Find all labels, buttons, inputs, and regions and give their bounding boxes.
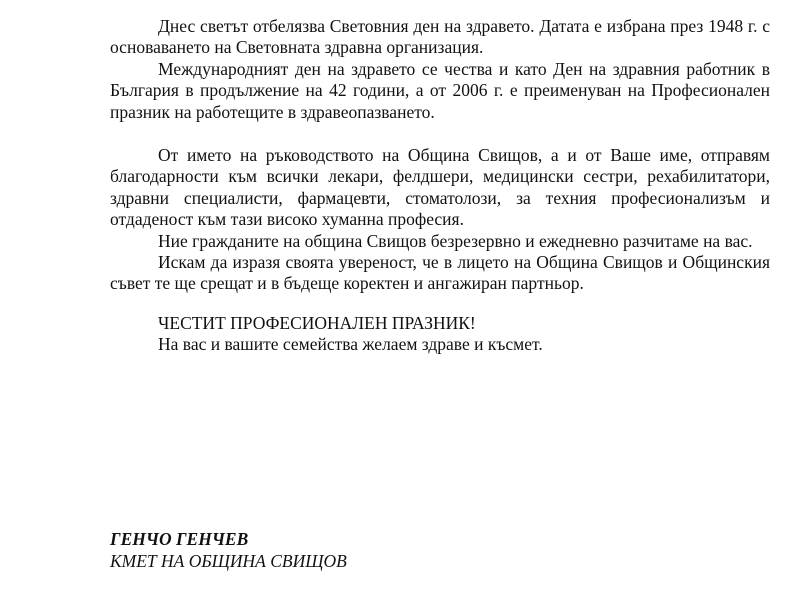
paragraph-health-day: Днес светът отбелязва Световния ден на здравето. Датата е избрана през 1948 г. с основаването на Световната здравна организация.	[110, 16, 770, 58]
spacer	[110, 295, 770, 313]
paragraph-citizens: Ние гражданите на община Свищов безрезервно и ежедневно разчитаме на вас.	[158, 230, 753, 251]
paragraph-health-worker-day: Международният ден на здравето се чества и като Ден на здравния работник в България в продължение на 42 години, а от 2006 г. е преименуван на Професионален празник на работещите в здравеопазването.	[110, 58, 770, 122]
letter-body	[110, 16, 770, 356]
signatory-name: ГЕНЧО ГЕНЧЕВ	[110, 529, 249, 549]
paragraph-confidence: Искам да изразя своята увереност, че в лицето на Община Свищов и Общинския съвет те ще срещат и в бъдеще коректен и ангажиран партньор.	[110, 252, 770, 294]
spacer	[110, 123, 770, 145]
greeting-line: На вас и вашите семейства желаем здраве и късмет.	[158, 334, 543, 355]
paragraph-gratitude: От името на ръководството на Община Свищов, а и от Ваше име, отправям благодарности към всички лекари, фелдшери, медицински сестри, рехабилитатори, здравни специалисти, фармацевти, стоматолози, за техния професионализъм и отдаденост към тази високо хуманна професия.	[110, 145, 770, 230]
signatory-title: КМЕТ НА ОБЩИНА СВИЩОВ	[110, 551, 347, 571]
greeting-title: ЧЕСТИТ ПРОФЕСИОНАЛЕН ПРАЗНИК!	[158, 312, 476, 333]
signature-block	[110, 528, 347, 572]
